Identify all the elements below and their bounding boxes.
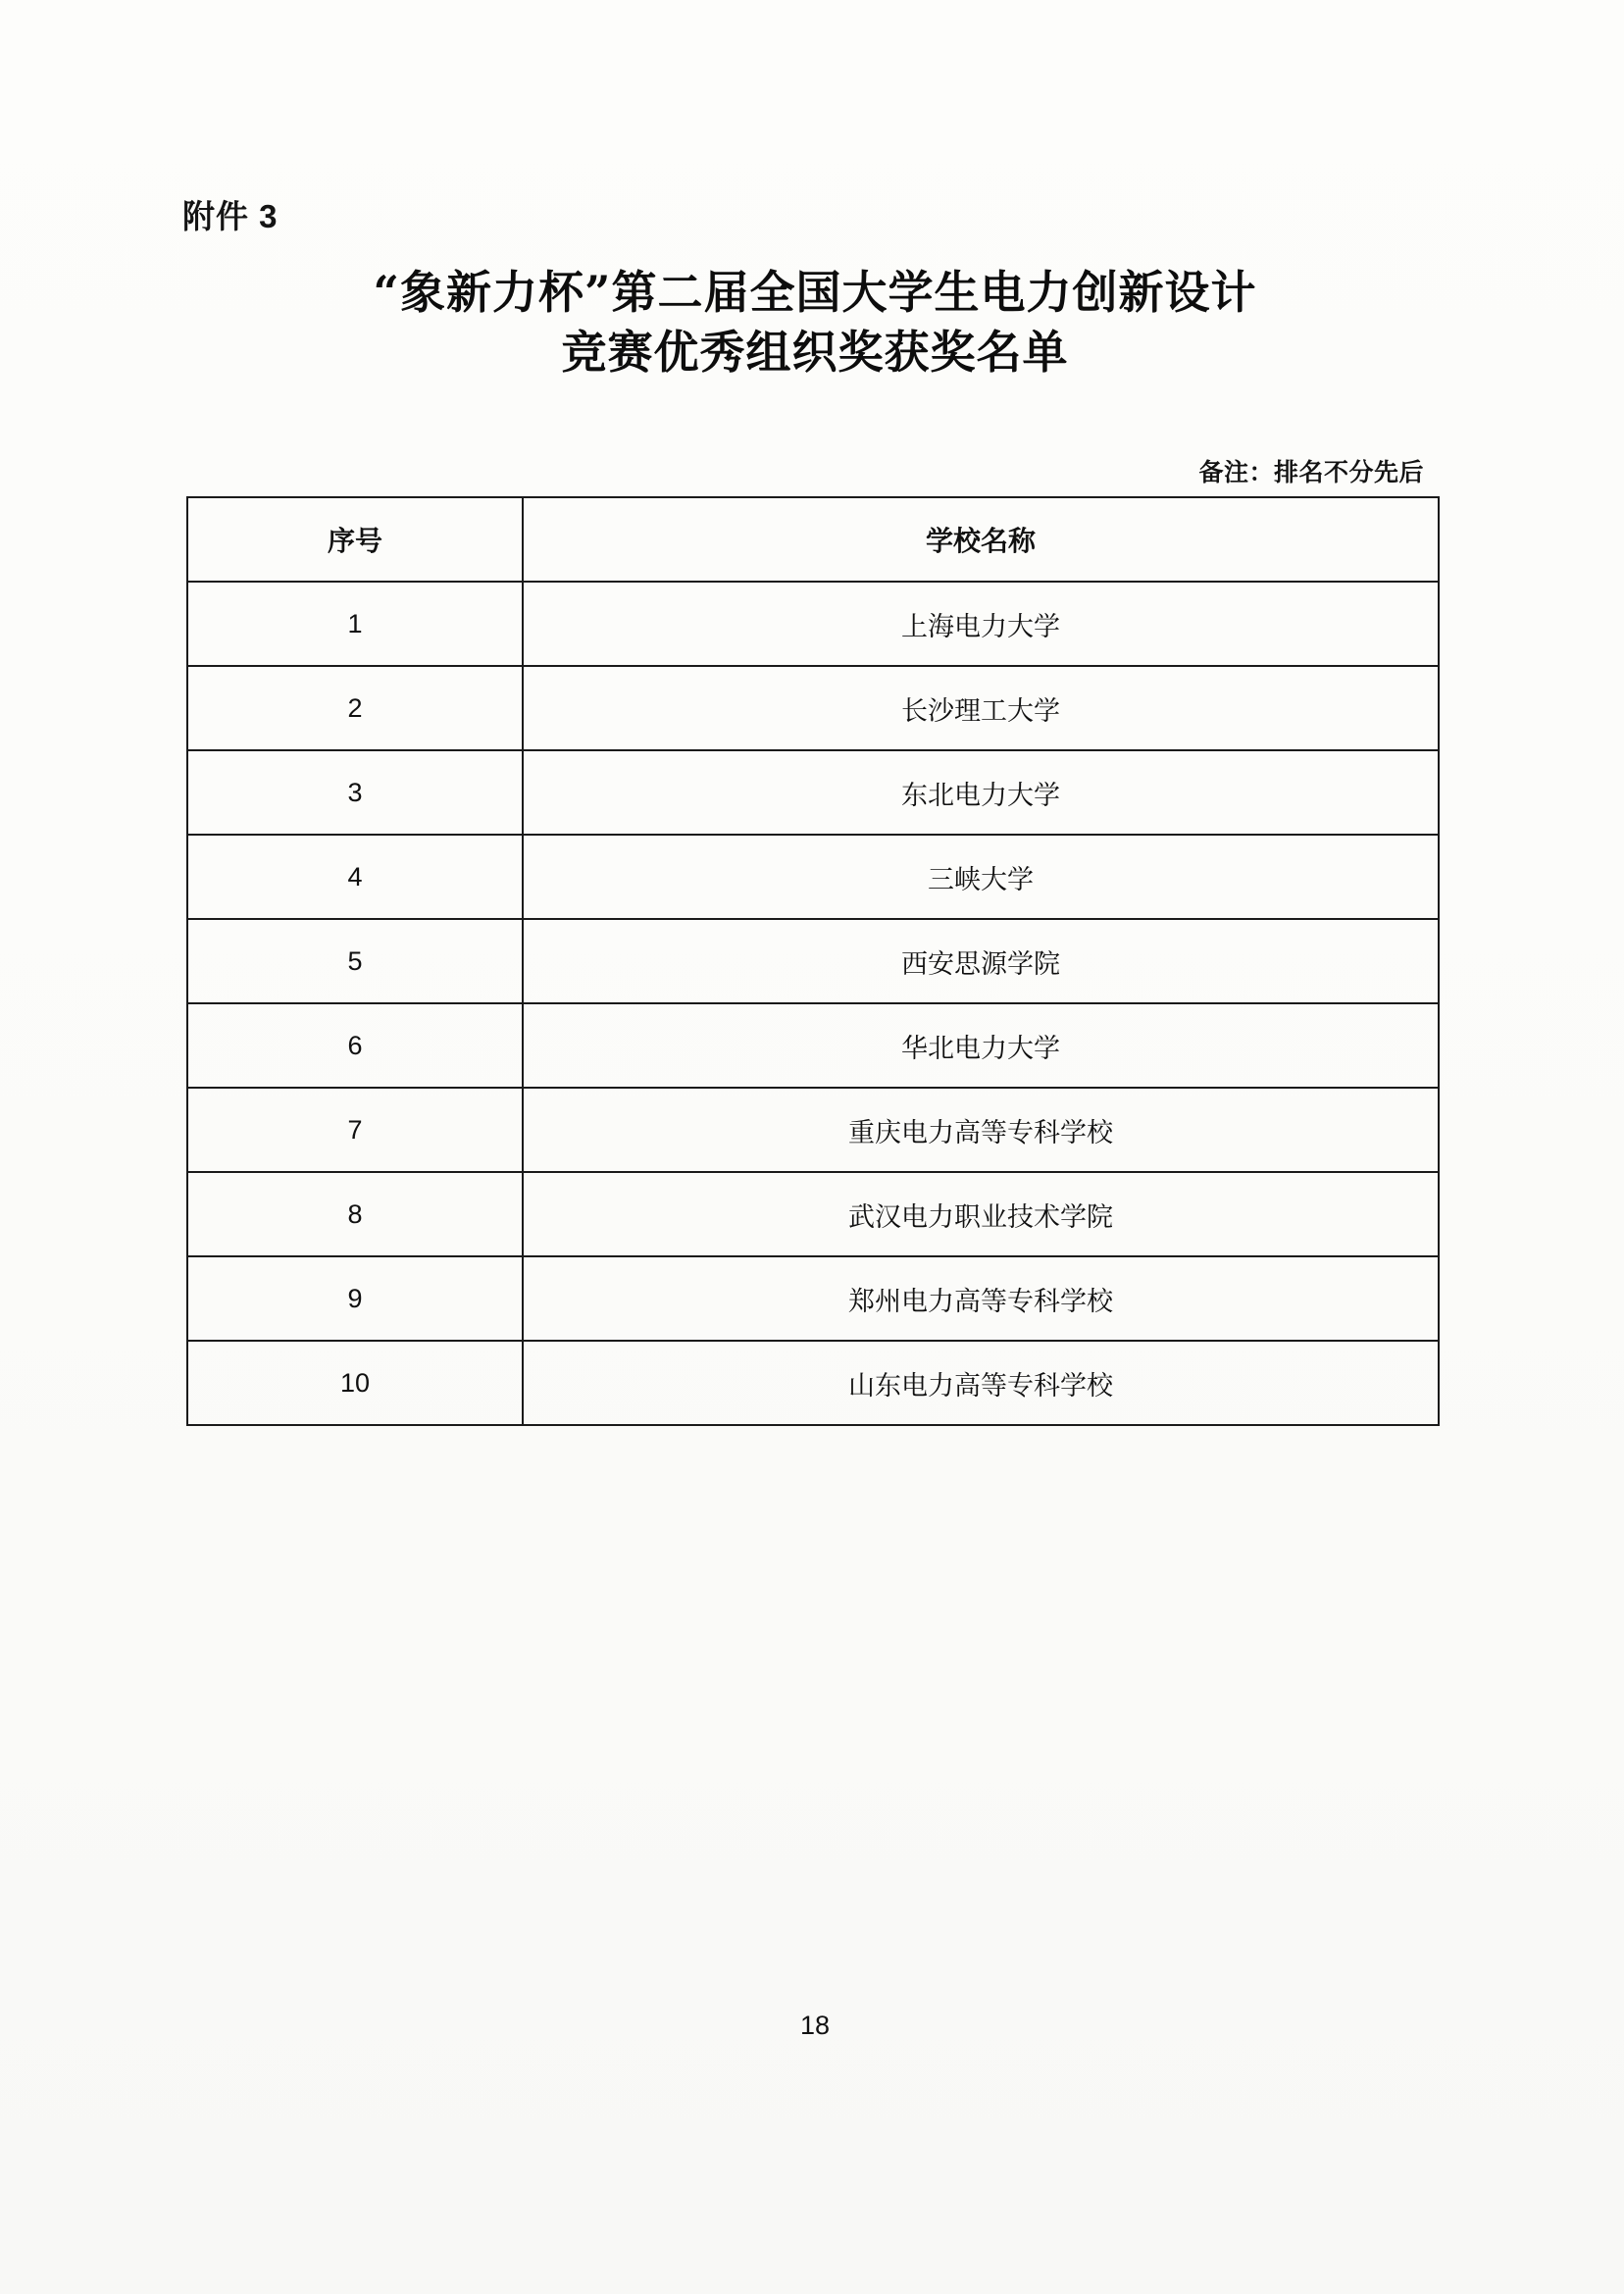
table-row xyxy=(187,750,1439,835)
cell-index: 3 xyxy=(187,750,523,835)
table-body xyxy=(187,582,1439,1425)
cell-school: 三峡大学 xyxy=(523,835,1439,919)
page-title-line-2: 竞赛优秀组织奖获奖名单 xyxy=(561,325,1069,379)
cell-school: 武汉电力职业技术学院 xyxy=(523,1172,1439,1256)
page-content-area xyxy=(182,0,1447,2294)
cell-index: 8 xyxy=(187,1172,523,1256)
cell-index: 10 xyxy=(187,1341,523,1425)
cell-index: 7 xyxy=(187,1088,523,1172)
table-row xyxy=(187,835,1439,919)
cell-school: 重庆电力高等专科学校 xyxy=(523,1088,1439,1172)
cell-school: 华北电力大学 xyxy=(523,1003,1439,1088)
award-table xyxy=(186,496,1440,1426)
page-title-line-1: “象新力杯”第二届全国大学生电力创新设计 xyxy=(373,266,1257,319)
table-row xyxy=(187,919,1439,1003)
table-header-row xyxy=(187,497,1439,582)
attachment-label: 附件 3 xyxy=(182,198,279,234)
cell-index: 9 xyxy=(187,1256,523,1341)
cell-school: 长沙理工大学 xyxy=(523,666,1439,750)
cell-index: 4 xyxy=(187,835,523,919)
table-header xyxy=(187,497,1439,582)
table-row xyxy=(187,1172,1439,1256)
page-title xyxy=(182,263,1447,382)
table-row xyxy=(187,1003,1439,1088)
cell-index: 1 xyxy=(187,582,523,666)
page-number: 18 xyxy=(799,2011,831,2040)
cell-index: 6 xyxy=(187,1003,523,1088)
cell-school: 郑州电力高等专科学校 xyxy=(523,1256,1439,1341)
column-header-index: 序号 xyxy=(187,497,523,582)
cell-school: 东北电力大学 xyxy=(523,750,1439,835)
table-row xyxy=(187,1341,1439,1425)
cell-school: 山东电力高等专科学校 xyxy=(523,1341,1439,1425)
cell-index: 2 xyxy=(187,666,523,750)
table-row xyxy=(187,1256,1439,1341)
table-note: 备注：排名不分先后 xyxy=(1198,459,1424,486)
table-row xyxy=(187,666,1439,750)
cell-index: 5 xyxy=(187,919,523,1003)
table-row xyxy=(187,582,1439,666)
cell-school: 上海电力大学 xyxy=(523,582,1439,666)
column-header-school: 学校名称 xyxy=(523,497,1439,582)
cell-school: 西安思源学院 xyxy=(523,919,1439,1003)
table-row xyxy=(187,1088,1439,1172)
